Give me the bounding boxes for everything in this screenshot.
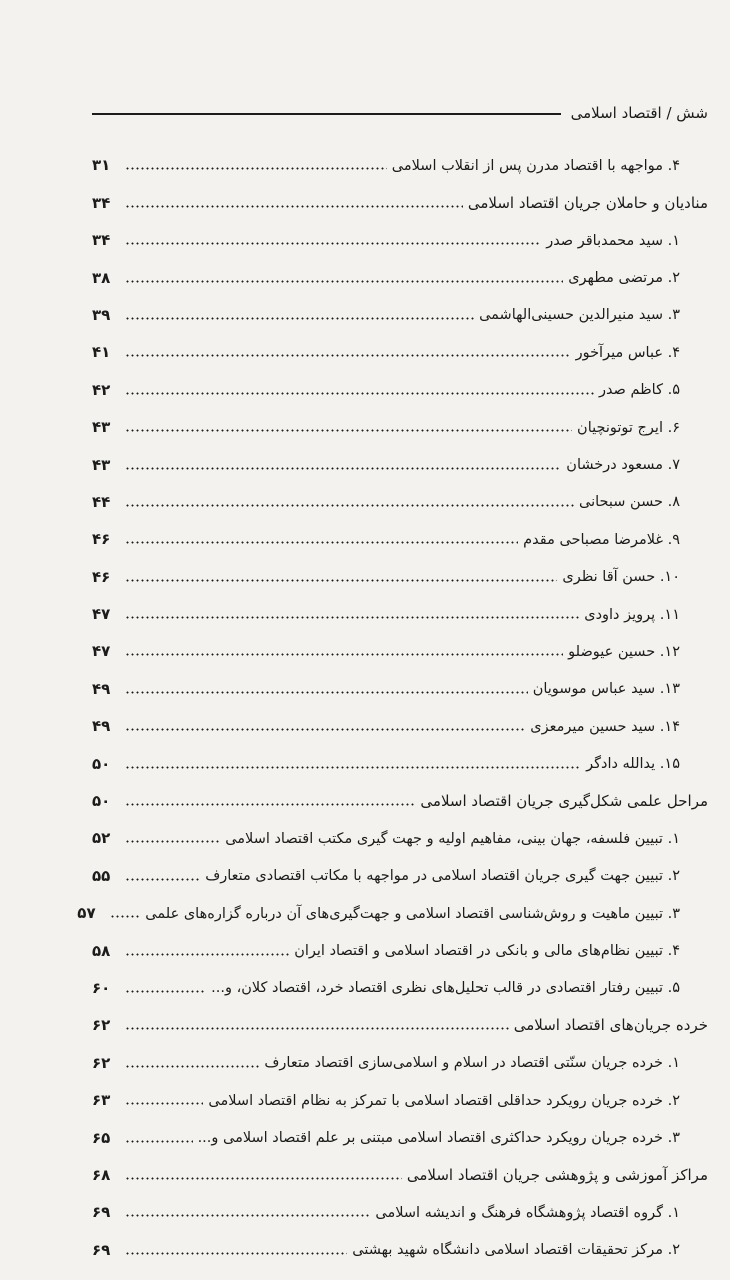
dot-leader xyxy=(125,728,525,731)
toc-entry xyxy=(92,697,708,734)
dot-leader xyxy=(125,990,206,993)
header-rule xyxy=(92,113,561,115)
dot-leader xyxy=(125,429,572,432)
header-title: شش / اقتصاد اسلامی xyxy=(570,104,708,122)
toc-entry-title: خرده جریان‌های اقتصاد اسلامی xyxy=(513,1016,708,1035)
toc-entry xyxy=(92,959,708,996)
toc-entry xyxy=(92,1033,708,1070)
dot-leader xyxy=(125,280,563,283)
toc-entry xyxy=(92,585,708,622)
dot-leader xyxy=(125,1177,402,1180)
dot-leader xyxy=(125,242,541,245)
toc-entry xyxy=(92,1071,708,1108)
dot-leader xyxy=(125,467,561,470)
dot-leader xyxy=(125,1065,259,1068)
table-of-contents xyxy=(77,136,708,1259)
toc-entry xyxy=(92,510,708,547)
toc-page-number: ۴۹ xyxy=(92,679,111,698)
toc-entry xyxy=(92,1220,708,1257)
toc-entry xyxy=(92,286,708,323)
toc-section-heading xyxy=(92,173,708,210)
toc-entry-title: ۵. تبیین رفتار اقتصادی در قالب تحلیل‌های نظری اقتصاد خرد، اقتصاد کلان، و... xyxy=(211,980,680,997)
toc-entry-title: مراحل علمی شکل‌گیری جریان اقتصاد اسلامی xyxy=(420,792,708,811)
toc-entry-title: ۱۱. پرویز داودی xyxy=(584,606,680,623)
toc-page-number: ۶۳ xyxy=(92,1091,111,1110)
toc-entry-title: مراکز آموزشی و پژوهشی جریان اقتصاد اسلامی xyxy=(406,1165,708,1184)
dot-leader xyxy=(125,803,415,806)
toc-page-number: ۳۹ xyxy=(92,305,111,324)
toc-entry-title: ۴. مواجهه با اقتصاد مدرن پس از انقلاب اسلامی xyxy=(391,157,680,174)
toc-entry xyxy=(77,884,708,923)
toc-entry-title: ۲. تبیین جهت گیری جریان اقتصاد اسلامی در مواجهه با مکاتب اقتصادی متعارف xyxy=(205,868,680,885)
toc-entry xyxy=(92,1108,708,1145)
dot-leader xyxy=(110,915,140,918)
toc-entry xyxy=(92,846,708,883)
toc-entry-title: ۹. غلامرضا مصباحی مقدم xyxy=(523,531,680,548)
toc-entry xyxy=(92,659,708,696)
toc-entry-title: منادیان و حاملان جریان اقتصاد اسلامی xyxy=(467,193,708,212)
toc-page-number: ۳۴ xyxy=(92,193,111,212)
toc-page-number: ۶۹ xyxy=(92,1203,111,1222)
toc-page-number: ۴۶ xyxy=(92,567,111,586)
toc-page-number: ۶۹ xyxy=(92,1240,111,1259)
toc-entry-title: ۲. خرده جریان رویکرد حداقلی اقتصاد اسلامی با تمرکز به نظام اقتصاد اسلامی xyxy=(208,1092,680,1109)
toc-page-number: ۳۴ xyxy=(92,231,111,250)
dot-leader xyxy=(125,766,581,769)
toc-section-heading xyxy=(92,996,708,1033)
toc-page-number: ۶۲ xyxy=(92,1016,111,1035)
toc-entry-title: ۱۰. حسن آقا نظری xyxy=(562,569,680,586)
toc-entry-title: ۲. مرتضی مطهری xyxy=(568,270,680,287)
toc-section-heading xyxy=(92,772,708,809)
dot-leader xyxy=(125,205,463,208)
toc-entry-title: ۶. ایرج توتونچیان xyxy=(577,419,680,436)
toc-page-number: ۶۲ xyxy=(92,1053,111,1072)
toc-entry-title: ۱۴. سید حسین میرمعزی xyxy=(530,718,680,735)
toc-entry xyxy=(92,248,708,285)
toc-entry-title: ۷. مسعود درخشان xyxy=(566,457,680,474)
toc-entry-title: ۱۳. سید عباس موسویان xyxy=(532,681,680,698)
toc-page-number: ۴۳ xyxy=(92,455,111,474)
dot-leader xyxy=(125,392,594,395)
toc-entry xyxy=(92,547,708,584)
toc-entry-title: ۱. تبیین فلسفه، جهان بینی، مفاهیم اولیه و جهت گیری مکتب اقتصاد اسلامی xyxy=(225,830,680,847)
toc-page-number: ۴۴ xyxy=(92,492,111,511)
dot-leader xyxy=(125,167,387,170)
running-header xyxy=(92,96,708,122)
toc-page-number: ۴۱ xyxy=(92,343,111,362)
toc-entry-title: ۴. عباس میرآخور xyxy=(575,344,680,361)
dot-leader xyxy=(125,541,518,544)
toc-page-number: ۵۲ xyxy=(92,829,111,848)
toc-entry-title: ۵. کاظم صدر xyxy=(598,382,680,399)
toc-entry xyxy=(92,323,708,360)
toc-entry-title: ۱. خرده جریان سنّتی اقتصاد در اسلام و اسلامی‌سازی اقتصاد متعارف xyxy=(264,1055,680,1072)
toc-page-number: ۴۳ xyxy=(92,418,111,437)
dot-leader xyxy=(125,691,528,694)
dot-leader xyxy=(125,1027,509,1030)
toc-entry xyxy=(92,622,708,659)
toc-entry-title: ۱. سید محمدباقر صدر xyxy=(546,232,680,249)
dot-leader xyxy=(125,579,557,582)
toc-entry xyxy=(92,398,708,435)
dot-leader xyxy=(125,840,220,843)
toc-entry xyxy=(92,360,708,397)
toc-page-number: ۵۰ xyxy=(92,754,111,773)
toc-entry-title: ۳. خرده جریان رویکرد حداکثری اقتصاد اسلامی مبتنی بر علم اقتصاد اسلامی و... xyxy=(197,1130,680,1147)
toc-page-number: ۴۹ xyxy=(92,717,111,736)
dot-leader xyxy=(125,1102,203,1105)
toc-page-number: ۵۰ xyxy=(92,792,111,811)
toc-entry xyxy=(92,734,708,771)
toc-page-number: ۴۷ xyxy=(92,642,111,661)
toc-page-number: ۴۶ xyxy=(92,530,111,549)
toc-page-number: ۴۷ xyxy=(92,605,111,624)
toc-entry-title: ۳. تبیین ماهیت و روش‌شناسی اقتصاد اسلامی و جهت‌گیری‌های آن درباره گزاره‌های علمی xyxy=(145,905,680,922)
toc-entry-title: ۴. تبیین نظام‌های مالی و بانکی در اقتصاد اسلامی و اقتصاد ایران xyxy=(294,943,680,960)
dot-leader xyxy=(125,653,563,656)
toc-entry xyxy=(92,473,708,510)
toc-entry-title: ۱۲. حسین عیوضلو xyxy=(568,643,680,660)
toc-entry-title: ۱. گروه اقتصاد پژوهشگاه فرهنگ و اندیشه اسلامی xyxy=(375,1204,680,1221)
toc-entry xyxy=(92,809,708,846)
toc-entry xyxy=(92,435,708,472)
dot-leader xyxy=(125,1140,193,1143)
toc-entry-title: ۳. سید منیرالدین حسینی‌الهاشمی xyxy=(479,307,680,324)
dot-leader xyxy=(125,504,574,507)
toc-page-number: ۳۱ xyxy=(92,156,111,175)
dot-leader xyxy=(125,354,571,357)
toc-page-number: ۳۸ xyxy=(92,268,111,287)
dot-leader xyxy=(125,878,200,881)
toc-entry xyxy=(92,921,708,958)
dot-leader xyxy=(125,317,474,320)
dot-leader xyxy=(125,953,289,956)
toc-page-number: ۶۵ xyxy=(92,1128,111,1147)
toc-section-heading xyxy=(92,1146,708,1183)
toc-entry-title: ۲. مرکز تحقیقات اقتصاد اسلامی دانشگاه شهید بهشتی xyxy=(352,1242,680,1259)
dot-leader xyxy=(125,1214,370,1217)
toc-page-number: ۴۲ xyxy=(92,380,111,399)
toc-entry-title: ۱۵. یدالله دادگر xyxy=(586,756,680,773)
dot-leader xyxy=(125,616,579,619)
toc-entry-title: ۸. حسن سبحانی xyxy=(579,494,680,511)
toc-page-number: ۶۸ xyxy=(92,1165,111,1184)
toc-entry xyxy=(92,1183,708,1220)
toc-entry xyxy=(92,136,708,173)
toc-entry xyxy=(92,211,708,248)
dot-leader xyxy=(125,1252,347,1255)
toc-page-number: ۵۷ xyxy=(77,904,96,923)
toc-page-number: ۶۰ xyxy=(92,978,111,997)
toc-page-number: ۵۵ xyxy=(92,866,111,885)
toc-page-number: ۵۸ xyxy=(92,941,111,960)
